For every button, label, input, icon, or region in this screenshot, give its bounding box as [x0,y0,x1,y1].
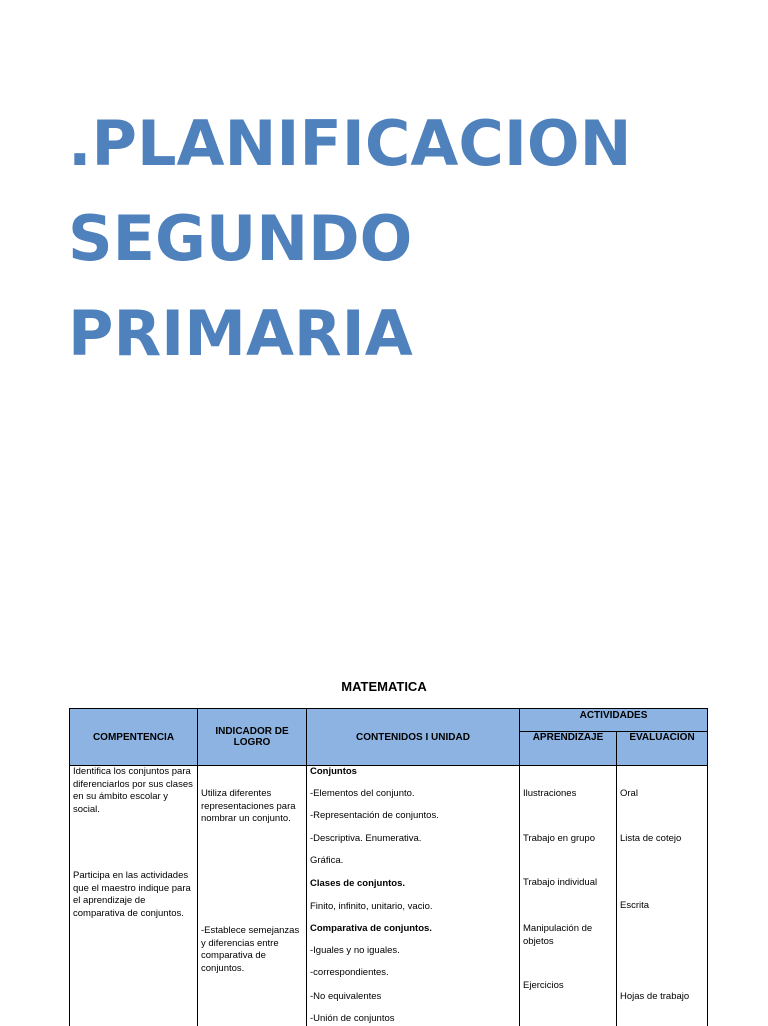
aprendizaje-item: Trabajo en grupo [523,833,613,846]
competencia-cell [70,766,198,1026]
contenido-item: -Elementos del conjunto. [310,788,516,801]
header-evaluacion: EVALUACION [617,732,708,766]
aprendizaje-item: Manipulación de objetos [523,923,613,948]
evaluacion-item: Hojas de trabajo [620,991,704,1004]
indicador-text: -Establece semejanzas y diferencias entre comparativa de conjuntos. [201,925,303,975]
contenido-item: Finito, infinito, unitario, vacio. [310,901,516,914]
subject-heading: MATEMATICA [0,679,768,694]
aprendizaje-item: Ejercicios [523,980,613,993]
header-contenidos: CONTENIDOS I UNIDAD [307,709,520,766]
contenido-heading: Conjuntos [310,766,516,779]
contenido-item: -Unión de conjuntos [310,1013,516,1026]
contenido-item: -No equivalentes [310,991,516,1004]
contenido-item: -Iguales y no iguales. [310,945,516,958]
evaluacion-item: Oral [620,788,704,801]
aprendizaje-item: Trabajo individual [523,877,613,890]
header-competencia: COMPENTENCIA [70,709,198,766]
document-title [68,96,632,381]
title-line-1: .PLANIFICACION [68,96,632,191]
indicador-cell [198,766,307,1026]
contenido-item: Gráfica. [310,855,516,868]
title-line-3: PRIMARIA [68,286,632,381]
contenido-heading: Comparativa de conjuntos. [310,923,516,936]
competencia-text: Participa en las actividades que el maestro indique para el aprendizaje de comparativa de conjuntos. [73,870,194,920]
contenido-heading: Clases de conjuntos. [310,878,516,891]
competencia-text: Identifica los conjuntos para diferenciarlos por sus clases en su ámbito escolar y social. [73,766,194,816]
contenido-item: -Descriptiva. Enumerativa. [310,833,516,846]
contenido-item: -correspondientes. [310,967,516,980]
contenidos-cell [307,766,520,1026]
title-line-2: SEGUNDO [68,191,632,286]
indicador-text: Utiliza diferentes representaciones para nombrar un conjunto. [201,788,303,826]
header-aprendizaje: APRENDIZAJE [520,732,617,766]
evaluacion-cell [617,766,708,1026]
contenido-item: -Representación de conjuntos. [310,810,516,823]
header-actividades: ACTIVIDADES [520,709,708,732]
evaluacion-item: Escrita [620,900,704,913]
planning-table [69,708,708,1026]
aprendizaje-item: Ilustraciones [523,788,613,801]
header-indicador: INDICADOR DE LOGRO [198,709,307,766]
aprendizaje-cell [520,766,617,1026]
evaluacion-item: Lista de cotejo [620,833,704,846]
